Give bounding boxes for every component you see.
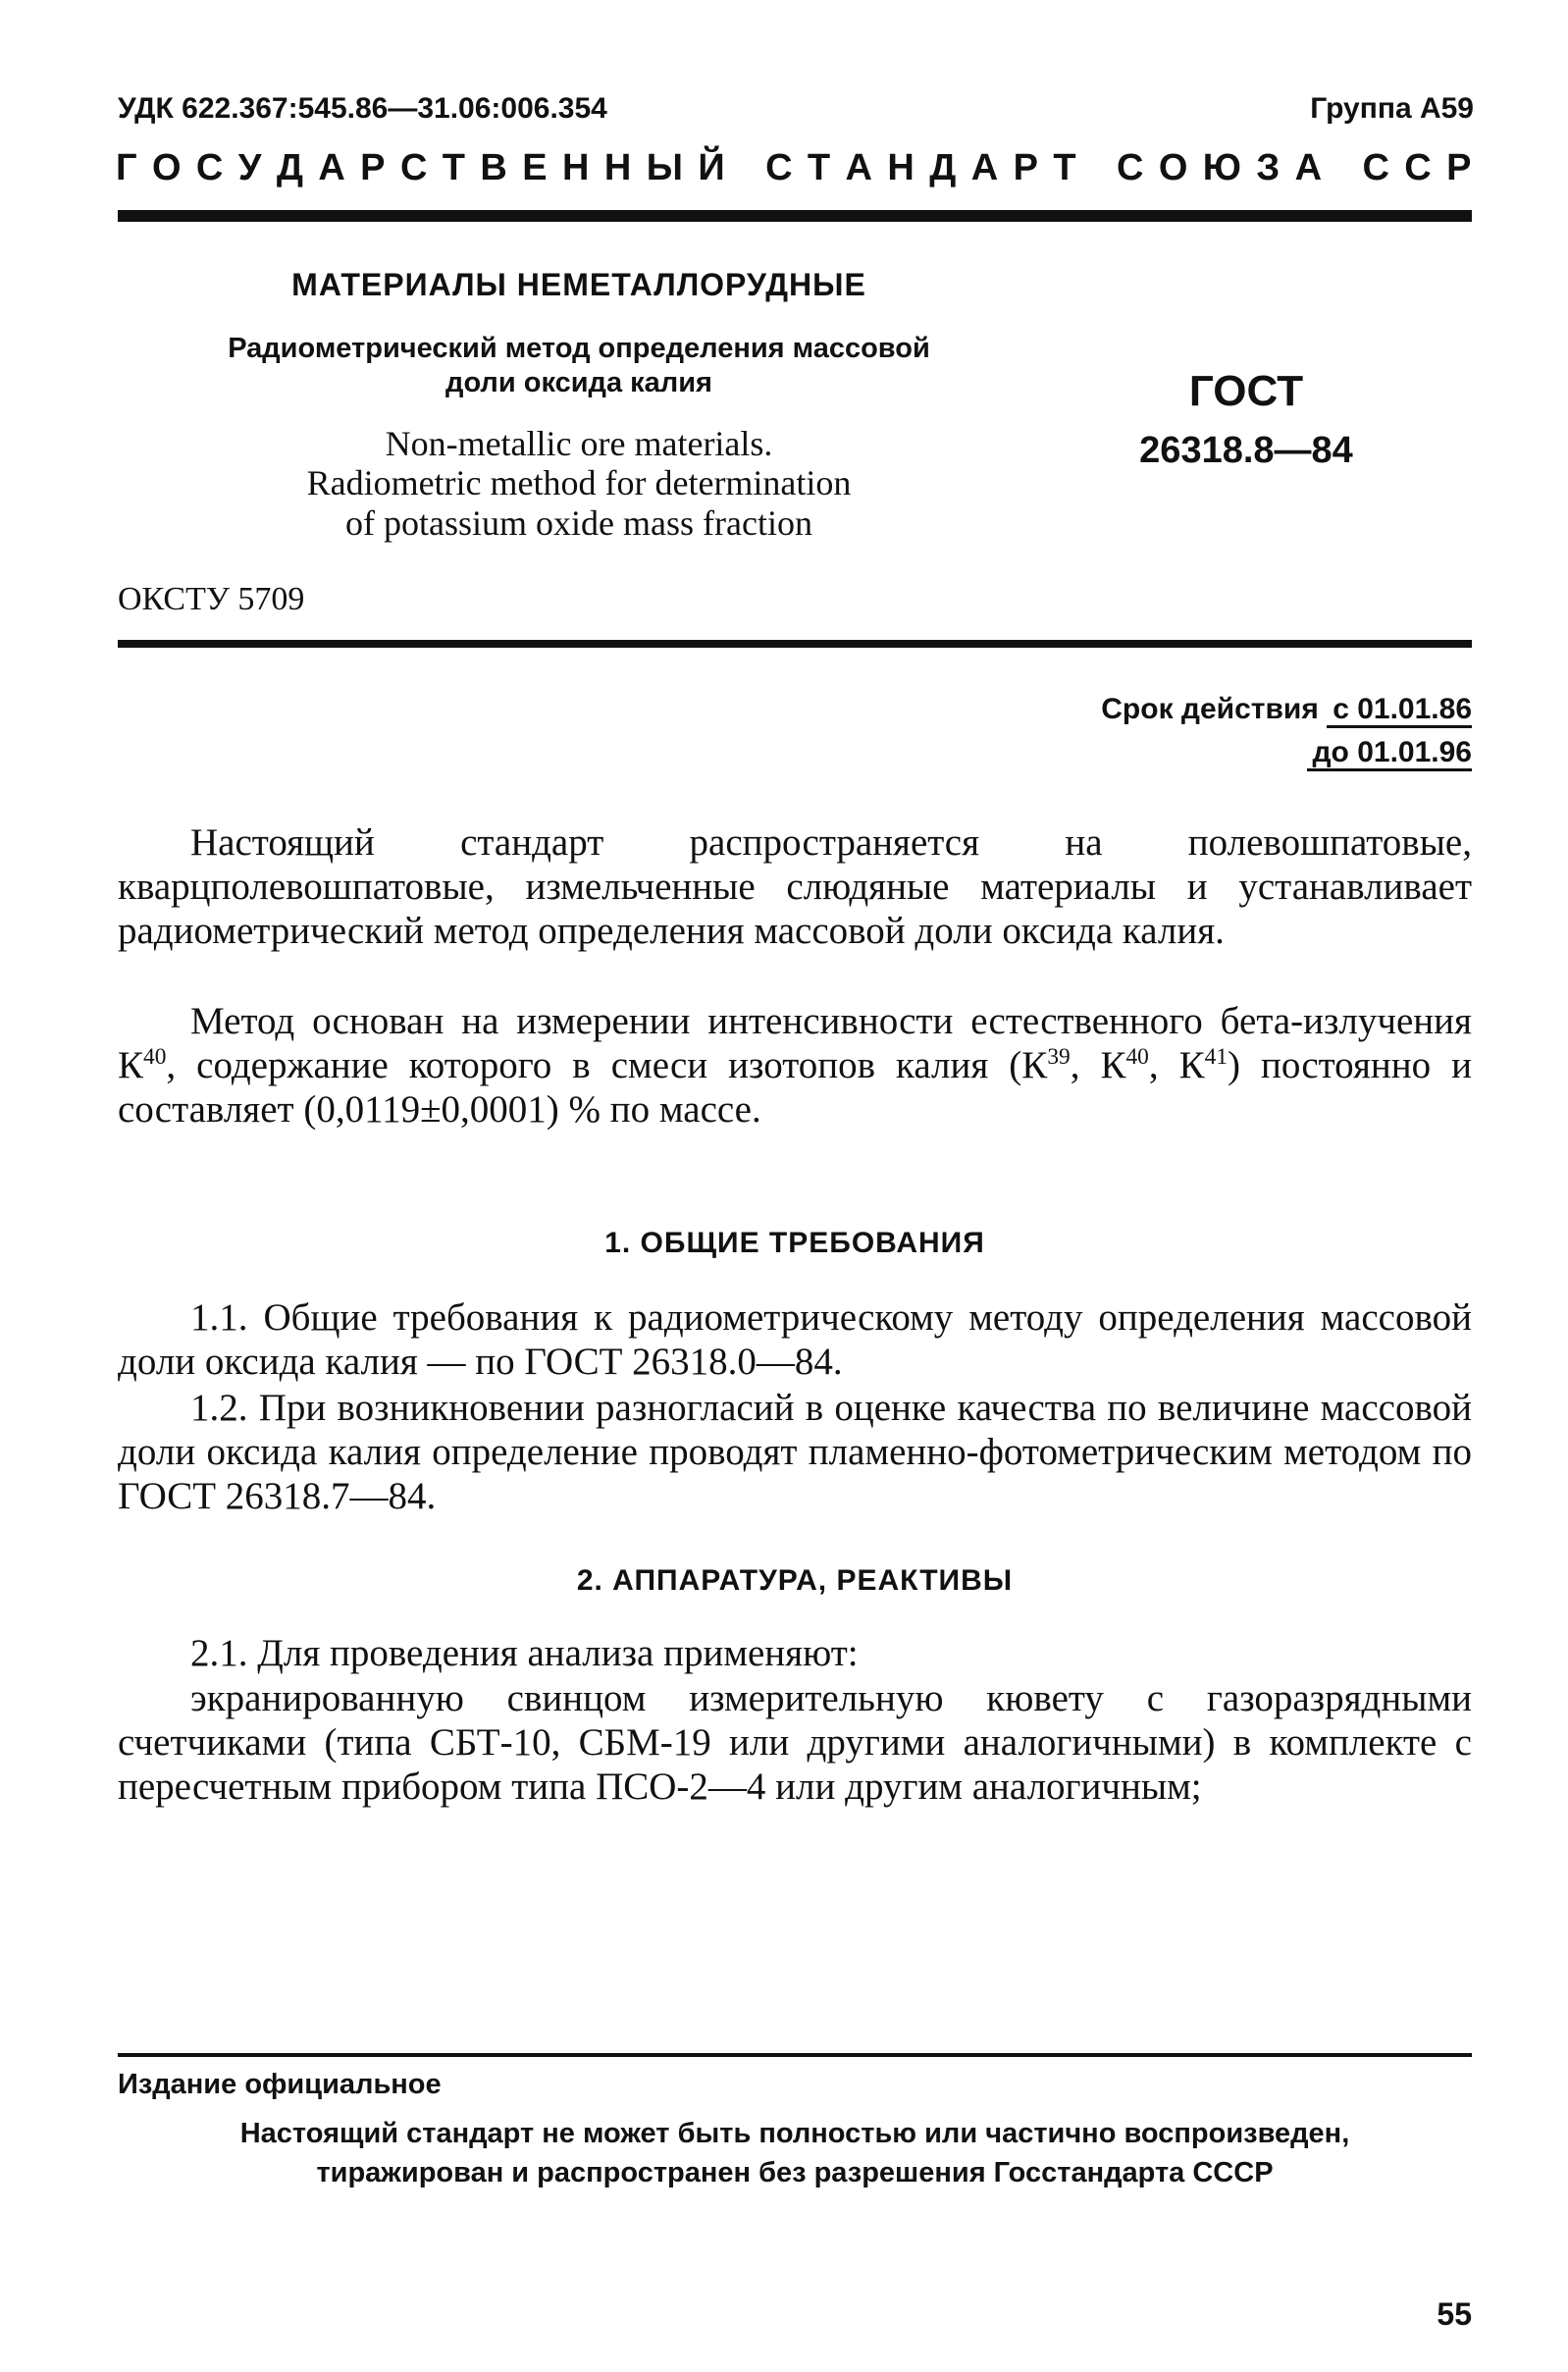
heading-letter: С — [399, 147, 428, 188]
russian-subtitle-line: доли оксида калия — [445, 367, 712, 399]
heading-letter: Н — [887, 147, 915, 188]
section-1-heading: 1. ОБЩИЕ ТРЕБОВАНИЯ — [604, 1227, 985, 1259]
heading-letter: А — [318, 147, 345, 188]
separator: , — [1070, 1044, 1101, 1086]
method-text: , содержание которого в смеси изотопов калия ( — [166, 1044, 1022, 1086]
document-title: МАТЕРИАЛЫ НЕМЕТАЛЛОРУДНЫЕ — [291, 267, 866, 302]
copyright-notice-line: тиражирован и распространен без разрешения Госстандарта СССР — [316, 2157, 1274, 2188]
english-title-line: Non-metallic ore materials. — [385, 424, 773, 463]
title-rule — [118, 640, 1472, 648]
gost-label: ГОСТ — [1188, 367, 1304, 415]
separator: , — [1148, 1044, 1179, 1086]
intro-paragraph: Настоящий стандарт распространяется на полевошпатовые, кварцполевошпатовые, измельченные слюдяные материалы и устанавливает радиометрический метод определения массовой доли оксида калия. — [118, 821, 1472, 952]
heading-letter: У — [237, 147, 262, 188]
oksty-code: ОКСТУ 5709 — [118, 581, 305, 617]
page-number: 55 — [1437, 2296, 1472, 2332]
heading-letter — [1336, 147, 1347, 189]
heading-letter: Р — [1013, 147, 1038, 188]
english-title-line: Radiometric method for determination — [306, 463, 852, 503]
isotope-symbol: К — [1100, 1044, 1126, 1086]
russian-subtitle — [186, 332, 971, 401]
heading-letter: Н — [603, 147, 632, 188]
isotope-superscript: 40 — [1125, 1044, 1149, 1070]
clause-2-1-item: экранированную свинцом измерительную кювету с газоразрядными счетчиками (типа СБТ-10, СБМ-19 или другими аналогичными) в комплекте с пересчетным прибором типа ПСО-2—4 или другим аналогичным; — [118, 1677, 1472, 1808]
heading-letter: З — [1256, 147, 1281, 188]
copyright-notice — [118, 2114, 1472, 2192]
heading-letter: С — [1116, 147, 1144, 188]
udk-code: УДК 622.367:545.86—31.06:006.354 — [118, 92, 607, 125]
isotope-superscript: 41 — [1204, 1044, 1228, 1070]
validity-from: с 01.01.86 — [1327, 693, 1472, 728]
heading-letter: Т — [1053, 147, 1076, 188]
heading-letter: Й — [698, 147, 725, 188]
method-text: Метод основан на измерении интенсивности естественного бета-излучения К — [118, 1000, 1472, 1086]
gost-number: 26318.8—84 — [1139, 430, 1353, 471]
heading-letter: Г — [116, 147, 137, 188]
copyright-notice-line: Настоящий стандарт не может быть полностью или частично воспроизведен, — [239, 2118, 1350, 2149]
isotope-superscript: 39 — [1047, 1044, 1071, 1070]
heading-letter: Д — [276, 147, 303, 188]
heading-letter: Р — [360, 147, 386, 188]
heading-letter: С — [195, 147, 224, 188]
heading-letter: А — [1294, 147, 1323, 188]
edition-label: Издание официальное — [118, 2069, 442, 2100]
clause-1-2: 1.2. При возникновении разногласий в оценке качества по величине массовой доли оксида калия определение проводят пламенно-фотометрическим методом по ГОСТ 26318.7—84. — [118, 1387, 1472, 1517]
heading-letter: Д — [929, 147, 957, 188]
english-title — [186, 424, 971, 543]
header-rule — [118, 210, 1472, 222]
heading-letter: О — [151, 147, 182, 188]
russian-subtitle-line: Радиометрический метод определения массовой — [228, 333, 930, 364]
method-text: ) постоянно и составляет (0,0119±0,0001) % по массе. — [118, 1044, 1472, 1131]
group-code: Группа А59 — [1310, 92, 1474, 125]
state-standard-heading — [116, 147, 1472, 189]
isotope-symbol: К — [1178, 1044, 1205, 1086]
validity-period — [1101, 693, 1472, 779]
heading-letter — [740, 147, 751, 189]
heading-letter: Ы — [646, 147, 683, 188]
heading-letter: Е — [522, 147, 548, 188]
heading-letter: О — [1158, 147, 1188, 188]
heading-letter: С — [1362, 147, 1389, 188]
clause-2-1: 2.1. Для проведения анализа применяют: — [190, 1632, 859, 1674]
heading-letter: Ю — [1202, 147, 1241, 188]
heading-letter: С — [1404, 147, 1432, 188]
method-paragraph — [118, 999, 1472, 1132]
section-2-heading: 2. АППАРАТУРА, РЕАКТИВЫ — [576, 1564, 1014, 1597]
heading-letter: С — [765, 147, 793, 188]
validity-to: до 01.01.96 — [1307, 736, 1472, 771]
heading-letter: В — [480, 147, 507, 188]
heading-letter: Т — [807, 147, 831, 188]
clause-1-1: 1.1. Общие требования к радиометрическому методу определения массовой доли оксида калия — по ГОСТ 26318.0—84. — [118, 1296, 1472, 1383]
heading-letter — [1091, 147, 1102, 189]
heading-letter: Р — [1446, 147, 1472, 188]
footer-rule — [118, 2053, 1472, 2057]
isotope-symbol: К — [1021, 1044, 1048, 1086]
validity-label: Срок действия — [1101, 693, 1319, 725]
heading-letter: А — [970, 147, 999, 188]
heading-letter: Т — [442, 147, 466, 188]
heading-letter: Н — [562, 147, 590, 188]
isotope-superscript: 40 — [143, 1044, 167, 1070]
heading-letter: А — [845, 147, 872, 188]
english-title-line: of potassium oxide mass fraction — [345, 502, 812, 543]
